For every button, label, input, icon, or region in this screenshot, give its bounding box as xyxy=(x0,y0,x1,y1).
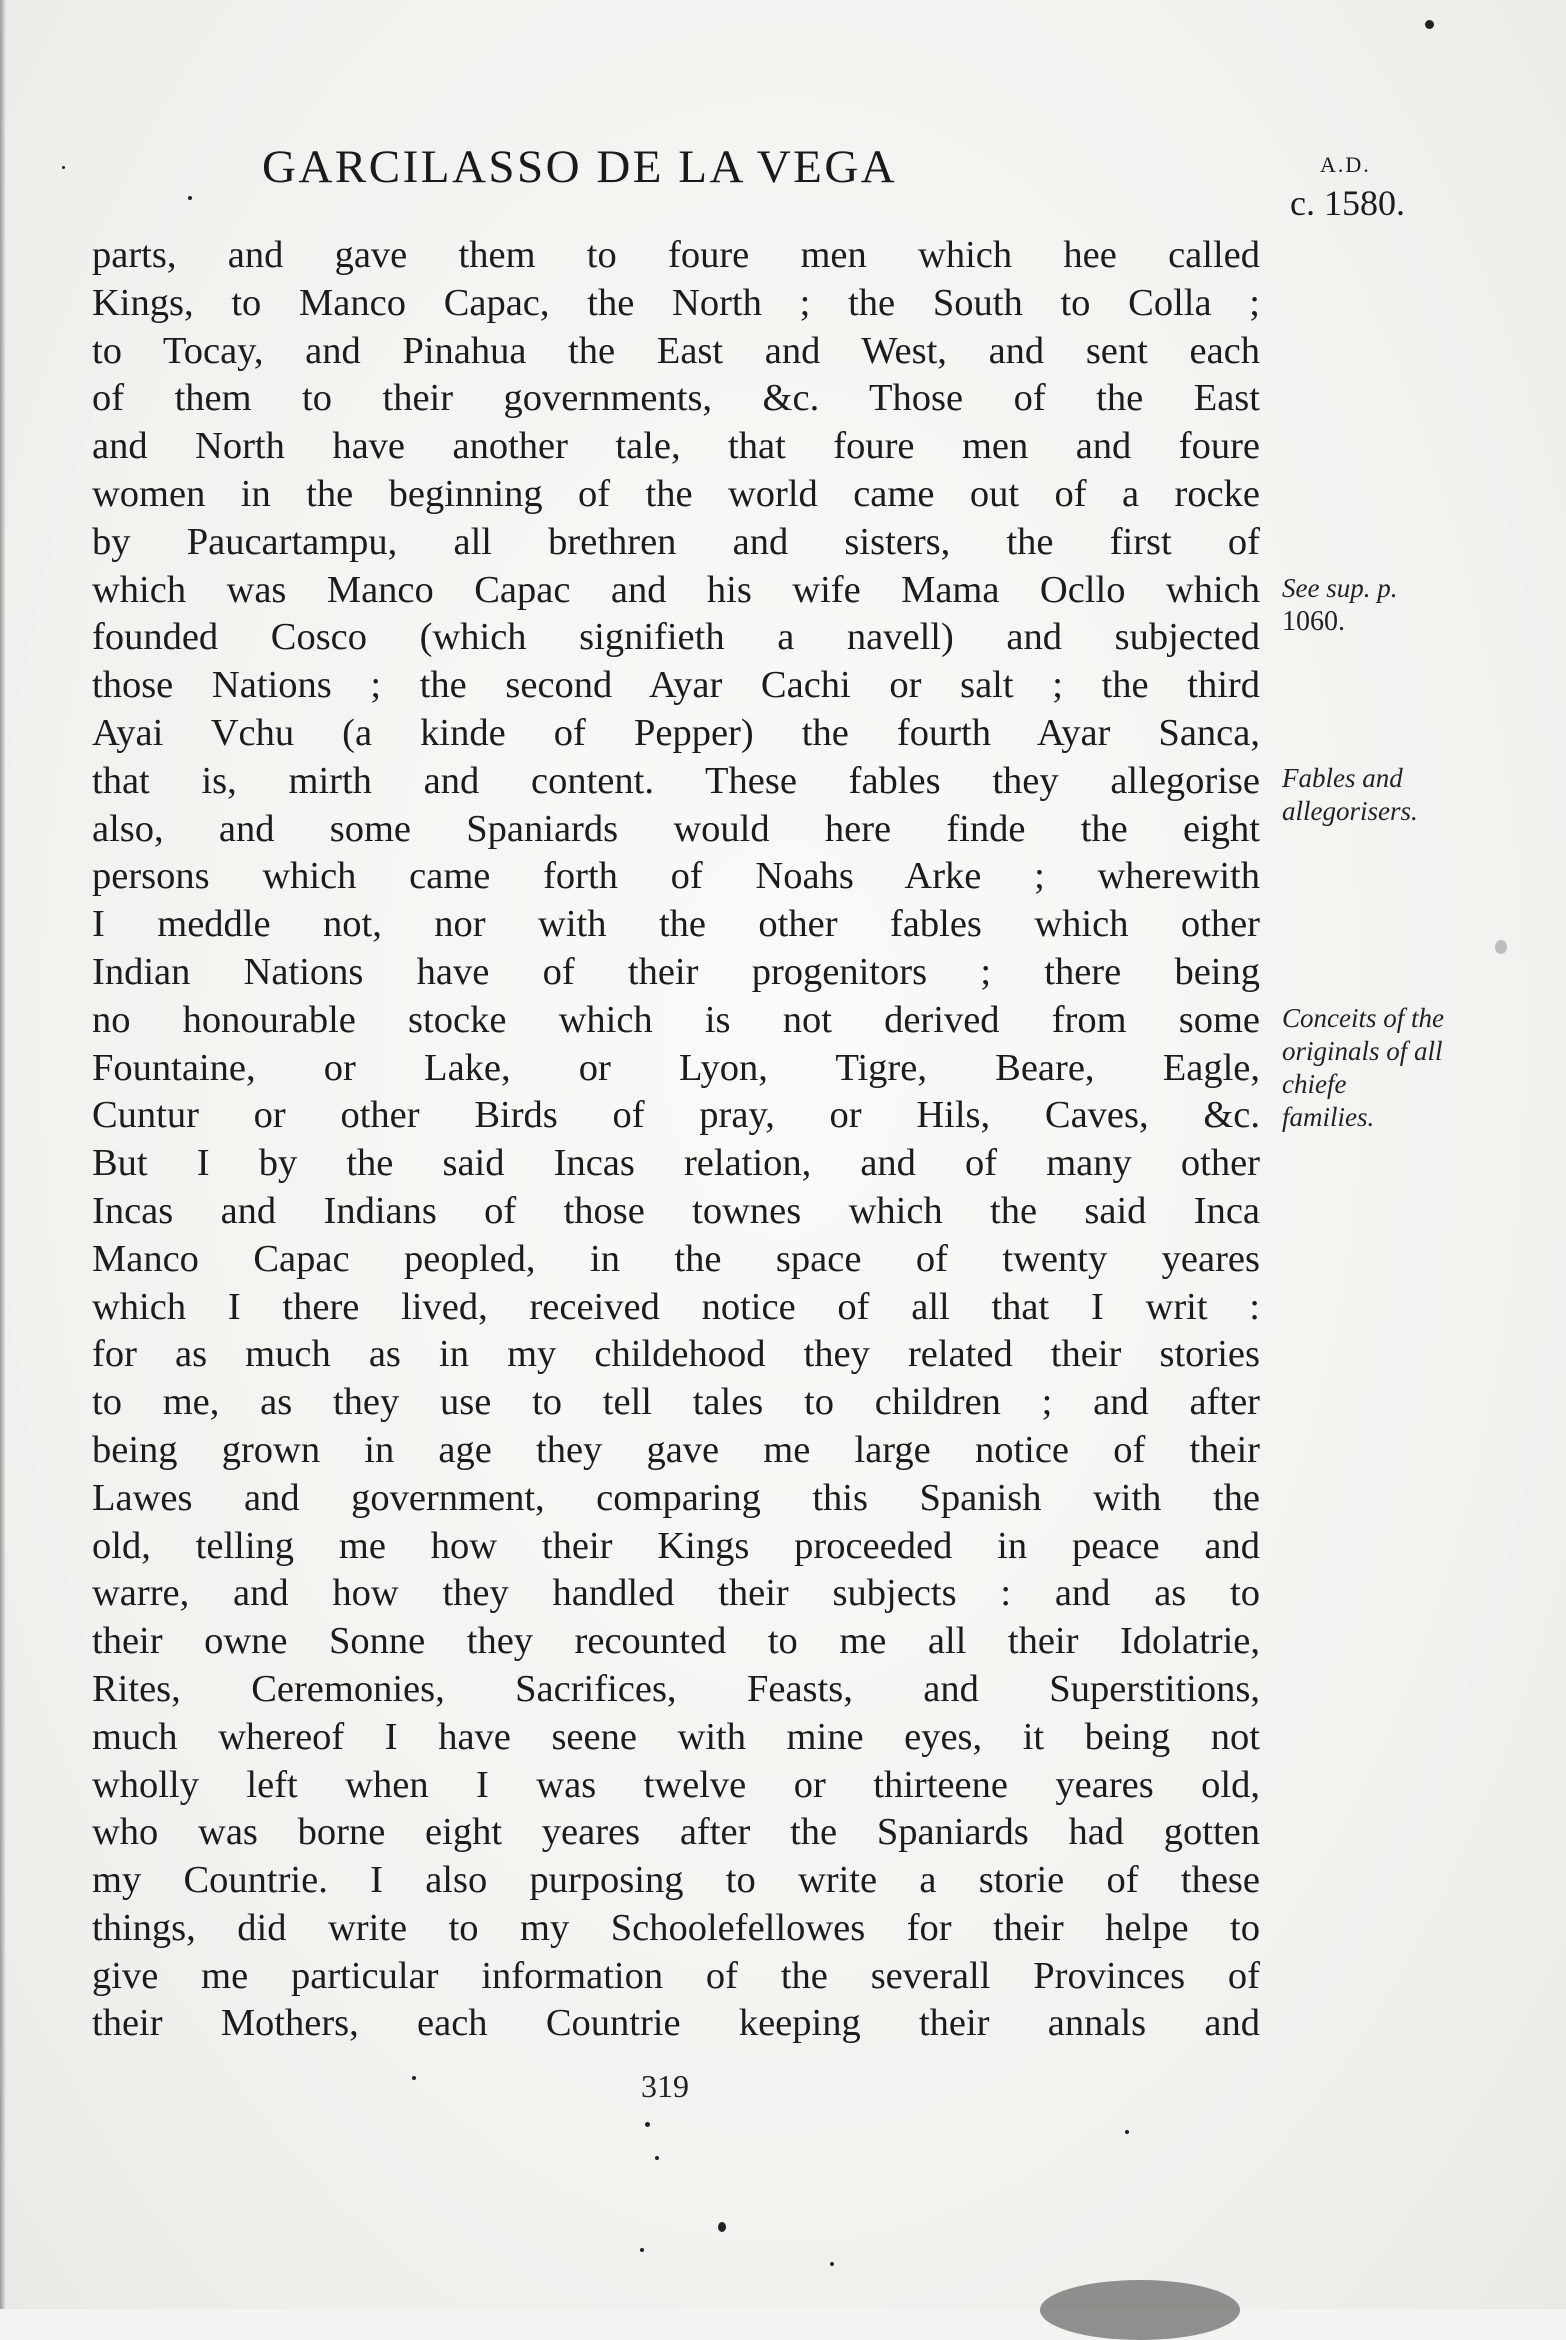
text-line: Rites, Ceremonies, Sacrifices, Feasts, and Superstitions, xyxy=(92,1667,1260,1710)
text-line: for as much as in my childehood they related their stories xyxy=(92,1333,1260,1376)
ink-speck xyxy=(1495,940,1507,954)
page-edge-shadow xyxy=(0,0,6,2309)
ink-speck xyxy=(655,2156,659,2160)
text-line: warre, and how they handled their subjects : and as to xyxy=(92,1572,1260,1615)
text-line: But I by the said Incas relation, and of many other xyxy=(92,1142,1260,1185)
margin-note-line: allegorisers. xyxy=(1282,796,1418,826)
text-line: which I there lived, received notice of all that I writ : xyxy=(92,1285,1260,1328)
ink-speck xyxy=(188,196,192,200)
ink-speck xyxy=(1425,20,1434,29)
text-line: persons which came forth of Noahs Arke ; wherewith xyxy=(92,855,1260,898)
running-head: GARCILASSO DE LA VEGA xyxy=(262,141,898,193)
text-line: my Countrie. I also purposing to write a storie of these xyxy=(92,1859,1260,1902)
text-line: to Tocay, and Pinahua the East and West, and sent each xyxy=(92,329,1260,372)
text-line: parts, and gave them to foure men which hee called xyxy=(92,234,1260,276)
margin-note-line: chiefe xyxy=(1282,1069,1347,1099)
date-year: c. 1580. xyxy=(1290,183,1405,223)
margin-note-line: Fables and xyxy=(1282,763,1403,793)
text-line: I meddle not, nor with the other fables which other xyxy=(92,903,1260,946)
margin-note-line: See sup. p. xyxy=(1282,573,1398,603)
text-line: their Mothers, each Countrie keeping their annals and xyxy=(92,2002,1260,2045)
page-number: 319 xyxy=(641,2068,689,2104)
text-line: also, and some Spaniards would here finde the eight xyxy=(92,807,1260,850)
body-text xyxy=(92,232,1260,2048)
text-line: things, did write to my Schoolefellowes for their helpe to xyxy=(92,1906,1260,1949)
date-marginalia xyxy=(1290,152,1470,224)
text-line: Ayai Vchu (a kinde of Pepper) the fourth Ayar Sanca, xyxy=(92,711,1260,754)
text-line: that is, mirth and content. These fables they allegorise xyxy=(92,759,1260,802)
text-line: founded Cosco (which signifieth a navell) and subjected xyxy=(92,616,1260,659)
text-line: their owne Sonne they recounted to me all their Idolatrie, xyxy=(92,1620,1260,1663)
ink-speck xyxy=(645,2122,650,2127)
margin-note-conceits xyxy=(1282,1002,1512,1134)
ink-speck xyxy=(830,2262,834,2266)
margin-note-line: families. xyxy=(1282,1102,1375,1132)
text-line: Manco Capac peopled, in the space of twenty yeares xyxy=(92,1237,1260,1280)
text-line: Lawes and government, comparing this Spanish with the xyxy=(92,1476,1260,1519)
ink-speck xyxy=(412,2076,416,2080)
text-line: give me particular information of the severall Provinces of xyxy=(92,1954,1260,1997)
ink-speck xyxy=(62,166,65,169)
ink-speck xyxy=(718,2222,726,2232)
ink-speck xyxy=(640,2248,644,2252)
text-line: who was borne eight yeares after the Spaniards had gotten xyxy=(92,1811,1260,1854)
date-ad: A.D. xyxy=(1320,152,1371,177)
text-line: Cuntur or other Birds of pray, or Hils, Caves, &c. xyxy=(92,1094,1260,1137)
text-line: those Nations ; the second Ayar Cachi or salt ; the third xyxy=(92,664,1260,707)
margin-note-line: originals of all xyxy=(1282,1036,1443,1066)
text-line: being grown in age they gave me large notice of their xyxy=(92,1428,1260,1471)
text-line: Indian Nations have of their progenitors ; there being xyxy=(92,950,1260,993)
text-line: much whereof I have seene with mine eyes, it being not xyxy=(92,1715,1260,1758)
thumb-shadow xyxy=(1040,2280,1240,2340)
margin-note-line: Conceits of the xyxy=(1282,1003,1444,1033)
text-line: of them to their governments, &c. Those of the East xyxy=(92,377,1260,420)
text-line: by Paucartampu, all brethren and sisters, the first of xyxy=(92,520,1260,563)
text-line: which was Manco Capac and his wife Mama Ocllo which xyxy=(92,568,1260,611)
text-line: women in the beginning of the world came out of a rocke xyxy=(92,472,1260,515)
text-line: Incas and Indians of those townes which the said Inca xyxy=(92,1189,1260,1232)
text-line: and North have another tale, that foure men and foure xyxy=(92,425,1260,468)
margin-note-see-sup xyxy=(1282,572,1512,638)
text-line: Fountaine, or Lake, or Lyon, Tigre, Beare, Eagle, xyxy=(92,1046,1260,1089)
text-line: Kings, to Manco Capac, the North ; the South to Colla ; xyxy=(92,281,1260,324)
margin-note-fables xyxy=(1282,762,1512,828)
margin-note-line: 1060. xyxy=(1282,606,1345,637)
text-line: no honourable stocke which is not derived from some xyxy=(92,998,1260,1041)
text-line: to me, as they use to tell tales to children ; and after xyxy=(92,1381,1260,1424)
text-line: old, telling me how their Kings proceeded in peace and xyxy=(92,1524,1260,1567)
ink-speck xyxy=(1125,2130,1129,2134)
text-line: wholly left when I was twelve or thirteene yeares old, xyxy=(92,1763,1260,1806)
